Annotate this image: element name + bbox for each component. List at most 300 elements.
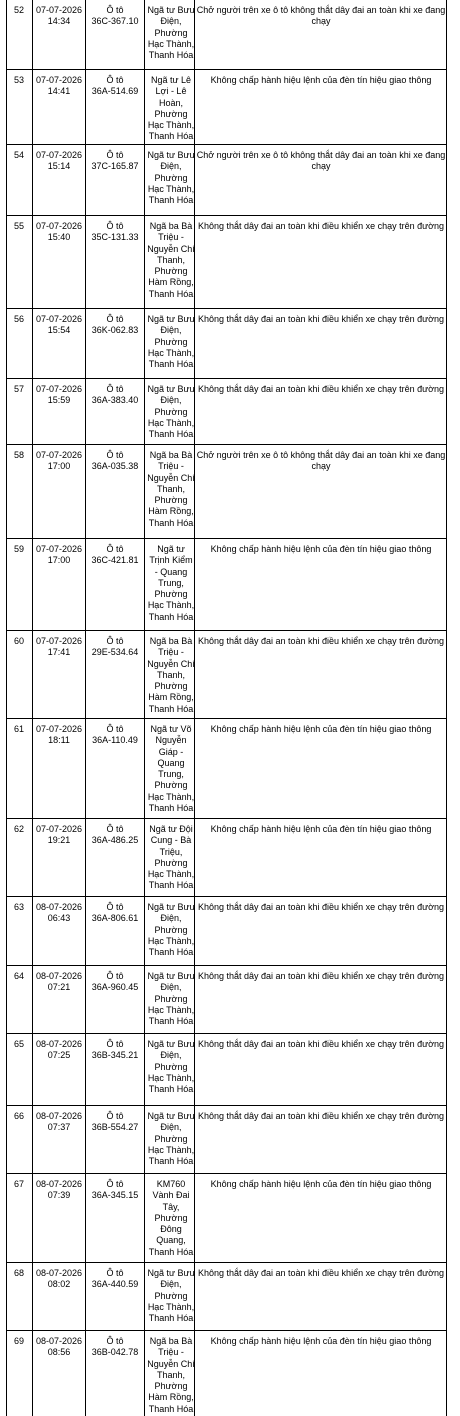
row-location-line: Triệu, xyxy=(159,846,183,857)
row-violation xyxy=(196,1179,446,1190)
row-number xyxy=(6,1111,32,1122)
row-vehicle-line: 36C-421.81 xyxy=(91,555,139,566)
row-location-line: Ngã tư Bưu xyxy=(147,314,195,324)
row-vehicle-line: 36A-345.15 xyxy=(91,1190,139,1201)
row-location-line: Đông xyxy=(160,1224,182,1235)
row-location-line: Điện, xyxy=(160,982,182,993)
row-number-line: 56 xyxy=(13,314,24,324)
row-vehicle xyxy=(86,1039,144,1062)
row-location-line: Hàm Rồng, xyxy=(148,506,194,517)
row-location-line: Phường xyxy=(154,108,188,119)
row-number-line: 58 xyxy=(13,450,24,460)
row-location xyxy=(146,902,196,958)
row-violation xyxy=(196,150,446,173)
row-violation-line: Không thắt dây đai an toàn khi điều khiển xe chạy trên đường xyxy=(197,1268,445,1278)
row-datetime-line: 15:54 xyxy=(47,325,71,336)
row-number-line: 68 xyxy=(13,1268,24,1278)
row-location-line: Ngã tư Bưu xyxy=(147,1111,195,1121)
row-vehicle xyxy=(86,1111,144,1134)
row-location-line: Triệu - xyxy=(158,232,184,243)
row-location-line: Phường xyxy=(154,780,188,791)
row-datetime xyxy=(33,636,85,659)
row-datetime-line: 07-07-2026 xyxy=(35,384,83,394)
row-location-line: Vành Đai xyxy=(152,1190,190,1201)
row-location-line: Thanh Hóa xyxy=(148,1313,194,1324)
row-location-line: Trịnh Kiểm xyxy=(149,555,193,566)
row-vehicle-line: Ô tô xyxy=(106,902,124,912)
row-datetime-line: 07-07-2026 xyxy=(35,150,83,160)
row-vehicle-line: Ô tô xyxy=(106,1268,124,1278)
row-location-line: Điện, xyxy=(160,161,182,172)
row-number xyxy=(6,544,32,555)
row-datetime-line: 07-07-2026 xyxy=(35,5,83,15)
row-datetime-line: 07:21 xyxy=(47,982,71,993)
row-location-line: Hạc Thành, xyxy=(147,600,195,611)
table-row xyxy=(6,818,447,897)
row-location-line: Phường xyxy=(154,495,188,506)
table-row xyxy=(6,630,447,719)
row-violation-line: Không thắt dây đai an toàn khi điều khiển xe chạy trên đường xyxy=(197,1111,445,1121)
row-location-line: Thanh Hóa xyxy=(148,880,194,891)
table-row xyxy=(6,144,447,216)
row-location-line: Tây, xyxy=(162,1201,180,1212)
row-vehicle xyxy=(86,724,144,747)
row-number-line: 61 xyxy=(13,724,24,734)
row-datetime xyxy=(33,971,85,994)
row-violation xyxy=(196,5,446,28)
row-datetime-line: 15:40 xyxy=(47,232,71,243)
row-vehicle-line: 36A-440.59 xyxy=(91,1279,139,1290)
row-number xyxy=(6,1179,32,1190)
row-datetime-line: 07-07-2026 xyxy=(35,544,83,554)
row-vehicle xyxy=(86,384,144,407)
row-number-line: 67 xyxy=(13,1179,24,1189)
row-location-line: Nguyễn Chí xyxy=(147,243,195,254)
row-vehicle-line: Ô tô xyxy=(106,1039,124,1049)
row-number-line: 63 xyxy=(13,902,24,912)
row-vehicle xyxy=(86,544,144,567)
row-datetime-line: 07:37 xyxy=(47,1122,71,1133)
row-number xyxy=(6,384,32,395)
row-vehicle-line: Ô tô xyxy=(106,221,124,231)
table-row xyxy=(6,69,447,145)
table-row xyxy=(6,1033,447,1106)
row-vehicle-line: 36B-345.21 xyxy=(91,1050,139,1061)
row-vehicle-line: 36B-042.78 xyxy=(91,1347,139,1358)
row-location-line: Lợi - Lê xyxy=(155,86,187,97)
row-location-line: Thanh Hóa xyxy=(148,195,194,206)
row-location-line: Hạc Thành, xyxy=(147,417,195,428)
row-datetime-line: 08-07-2026 xyxy=(35,1111,83,1121)
row-violation-line: Không chấp hành hiệu lệnh của đèn tín hiệu giao thông xyxy=(210,1179,432,1189)
row-location xyxy=(146,1111,196,1167)
row-location-line: Thanh Hóa xyxy=(148,50,194,61)
table-row xyxy=(6,538,447,631)
row-location-line: Ngã ba Bà xyxy=(149,636,193,646)
row-location-line: Hàm Rồng, xyxy=(148,692,194,703)
row-location-line: Thanh Hóa xyxy=(148,1403,194,1414)
row-number xyxy=(6,824,32,835)
row-location-line: Thanh Hóa xyxy=(148,803,194,814)
row-location-line: Điện, xyxy=(160,1279,182,1290)
row-violation xyxy=(196,902,446,913)
row-location-line: Phường xyxy=(154,1290,188,1301)
row-location-line: Phường xyxy=(154,266,188,277)
row-location-line: Ngã tư Bưu xyxy=(147,902,195,912)
row-vehicle-line: Ô tô xyxy=(106,314,124,324)
row-location-line: Nguyễn Chí xyxy=(147,472,195,483)
row-location-line: Thanh Hóa xyxy=(148,359,194,370)
row-vehicle xyxy=(86,971,144,994)
row-datetime xyxy=(33,221,85,244)
row-datetime-line: 07:25 xyxy=(47,1050,71,1061)
row-number-line: 60 xyxy=(13,636,24,646)
row-location-line: Ngã tư Lê xyxy=(150,75,192,85)
row-location-line: Giáp - xyxy=(158,746,184,757)
row-location-line: Ngã tư Bưu xyxy=(147,971,195,981)
row-location-line: Điện, xyxy=(160,1050,182,1061)
row-location-line: Hạc Thành, xyxy=(147,347,195,358)
row-location-line: Hạc Thành, xyxy=(147,869,195,880)
row-location-line: Hạc Thành, xyxy=(147,120,195,131)
row-violation-line: Không thắt dây đai an toàn khi điều khiển xe chạy trên đường xyxy=(197,384,445,394)
row-location-line: Phường xyxy=(154,924,188,935)
row-vehicle-line: Ô tô xyxy=(106,824,124,834)
row-location xyxy=(146,450,196,529)
row-datetime-line: 08:56 xyxy=(47,1347,71,1358)
row-location-line: Thanh, xyxy=(156,1369,186,1380)
row-location-line: Phường xyxy=(154,589,188,600)
row-number-line: 55 xyxy=(13,221,24,231)
row-violation-line: Không thắt dây đai an toàn khi điều khiển xe chạy trên đường xyxy=(197,902,445,912)
row-location-line: Phường xyxy=(154,1381,188,1392)
row-vehicle-line: Ô tô xyxy=(106,1111,124,1121)
row-violation-line: Không chấp hành hiệu lệnh của đèn tín hiệu giao thông xyxy=(210,1336,432,1346)
row-location-line: Hạc Thành, xyxy=(147,935,195,946)
row-datetime-line: 06:43 xyxy=(47,913,71,924)
table-row xyxy=(6,308,447,379)
row-vehicle-line: Ô tô xyxy=(106,971,124,981)
row-vehicle xyxy=(86,450,144,473)
row-datetime xyxy=(33,724,85,747)
row-location-line: Thanh Hóa xyxy=(148,1084,194,1095)
row-violation xyxy=(196,544,446,555)
row-datetime-line: 17:00 xyxy=(47,555,71,566)
row-datetime-line: 08:02 xyxy=(47,1279,71,1290)
row-number-line: 62 xyxy=(13,824,24,834)
row-location xyxy=(146,384,196,440)
row-location-line: Thanh Hóa xyxy=(148,288,194,299)
row-location-line: Hạc Thành, xyxy=(147,791,195,802)
row-number-line: 66 xyxy=(13,1111,24,1121)
row-violation-line: Chở người trên xe ô tô không thắt dây đai an toàn khi xe đang chạy xyxy=(196,450,446,472)
row-location-line: Ngã tư Bưu xyxy=(147,1039,195,1049)
row-number xyxy=(6,221,32,232)
row-location-line: Phường xyxy=(154,27,188,38)
row-violation-line: Chở người trên xe ô tô không thắt dây đai an toàn khi xe đang chạy xyxy=(196,5,446,27)
row-location-line: Phường xyxy=(154,406,188,417)
row-datetime xyxy=(33,824,85,847)
row-vehicle-line: Ô tô xyxy=(106,1336,124,1346)
row-vehicle xyxy=(86,221,144,244)
row-location-line: Thanh Hóa xyxy=(148,947,194,958)
row-number xyxy=(6,150,32,161)
row-datetime-line: 07-07-2026 xyxy=(35,314,83,324)
row-location xyxy=(146,314,196,370)
row-vehicle-line: 36A-514.69 xyxy=(91,86,139,97)
row-vehicle-line: Ô tô xyxy=(106,75,124,85)
row-vehicle xyxy=(86,75,144,98)
row-location-line: Hạc Thành, xyxy=(147,1144,195,1155)
row-vehicle xyxy=(86,150,144,173)
row-location-line: Thanh Hóa xyxy=(148,1016,194,1027)
row-location-line: Hàm Rồng, xyxy=(148,1392,194,1403)
row-datetime xyxy=(33,1268,85,1291)
row-violation-line: Không chấp hành hiệu lệnh của đèn tín hiệu giao thông xyxy=(210,544,432,554)
row-number xyxy=(6,1336,32,1347)
row-datetime-line: 15:14 xyxy=(47,161,71,172)
row-datetime-line: 08-07-2026 xyxy=(35,1268,83,1278)
row-vehicle-line: 37C-165.87 xyxy=(91,161,139,172)
table-row xyxy=(6,1105,447,1174)
row-location-line: Thanh Hóa xyxy=(148,429,194,440)
row-datetime-line: 08-07-2026 xyxy=(35,971,83,981)
row-location-line: Thanh Hóa xyxy=(148,1156,194,1167)
row-vehicle-line: 35C-131.33 xyxy=(91,232,139,243)
row-datetime-line: 19:21 xyxy=(47,835,71,846)
row-location-line: Phường xyxy=(154,681,188,692)
row-location-line: Phường xyxy=(154,172,188,183)
row-violation-line: Không chấp hành hiệu lệnh của đèn tín hiệu giao thông xyxy=(210,75,432,85)
row-vehicle-line: 36A-383.40 xyxy=(91,395,139,406)
row-datetime xyxy=(33,544,85,567)
row-location xyxy=(146,1336,196,1415)
row-violation-line: Không chấp hành hiệu lệnh của đèn tín hiệu giao thông xyxy=(210,724,432,734)
row-location-line: Nguyễn xyxy=(155,735,187,746)
row-datetime-line: 07-07-2026 xyxy=(35,75,83,85)
table-row xyxy=(6,1330,447,1416)
row-datetime xyxy=(33,314,85,337)
row-location-line: Ngã ba Bà xyxy=(149,1336,193,1346)
row-location-line: Thanh Hóa xyxy=(148,517,194,528)
row-location xyxy=(146,544,196,623)
row-violation xyxy=(196,1111,446,1122)
row-location xyxy=(146,1039,196,1095)
row-location-line: Triệu - xyxy=(158,647,184,658)
row-vehicle-line: 36K-062.83 xyxy=(91,325,139,336)
row-location-line: Hạc Thành, xyxy=(147,1004,195,1015)
row-number xyxy=(6,902,32,913)
row-vehicle-line: Ô tô xyxy=(106,5,124,15)
row-datetime xyxy=(33,1179,85,1202)
row-location xyxy=(146,724,196,814)
row-vehicle xyxy=(86,1268,144,1291)
row-violation xyxy=(196,221,446,232)
row-datetime-line: 07-07-2026 xyxy=(35,450,83,460)
row-datetime-line: 07:39 xyxy=(47,1190,71,1201)
table-row xyxy=(6,1173,447,1263)
row-number-line: 52 xyxy=(13,5,24,15)
row-number-line: 69 xyxy=(13,1336,24,1346)
row-violation-line: Không thắt dây đai an toàn khi điều khiển xe chạy trên đường xyxy=(197,636,445,646)
row-violation xyxy=(196,724,446,735)
row-number-line: 54 xyxy=(13,150,24,160)
row-vehicle xyxy=(86,636,144,659)
row-violation xyxy=(196,971,446,982)
row-violation xyxy=(196,450,446,473)
row-location-line: Hoàn, xyxy=(158,97,184,108)
row-location-line: Nguyễn Chí xyxy=(147,658,195,669)
row-location xyxy=(146,824,196,892)
row-violation-line: Không chấp hành hiệu lệnh của đèn tín hiệu giao thông xyxy=(210,824,432,834)
row-location-line: Phường xyxy=(154,993,188,1004)
row-datetime xyxy=(33,902,85,925)
row-location-line: Quang, xyxy=(156,1235,186,1246)
row-number xyxy=(6,1268,32,1279)
row-location-line: Hạc Thành, xyxy=(147,38,195,49)
row-location xyxy=(146,75,196,143)
row-location-line: Trung, xyxy=(158,577,184,588)
row-violation xyxy=(196,75,446,86)
row-location-line: Triệu - xyxy=(158,1347,184,1358)
row-location xyxy=(146,1179,196,1258)
row-location-line: Thanh Hóa xyxy=(148,1246,194,1257)
row-datetime-line: 08-07-2026 xyxy=(35,1336,83,1346)
row-vehicle-line: Ô tô xyxy=(106,636,124,646)
row-violation xyxy=(196,1268,446,1279)
row-number-line: 53 xyxy=(13,75,24,85)
row-vehicle-line: Ô tô xyxy=(106,450,124,460)
row-violation xyxy=(196,314,446,325)
row-datetime xyxy=(33,450,85,473)
row-datetime xyxy=(33,384,85,407)
row-datetime-line: 07-07-2026 xyxy=(35,636,83,646)
table-row xyxy=(6,378,447,445)
row-location-line: Thanh Hóa xyxy=(148,703,194,714)
table-row xyxy=(6,1262,447,1331)
row-number-line: 57 xyxy=(13,384,24,394)
row-violation-line: Không thắt dây đai an toàn khi điều khiển xe chạy trên đường xyxy=(197,971,445,981)
row-location-line: Hàm Rồng, xyxy=(148,277,194,288)
row-location-line: Triệu - xyxy=(158,461,184,472)
row-location-line: Ngã tư Đội xyxy=(149,824,193,834)
row-vehicle-line: Ô tô xyxy=(106,384,124,394)
row-location-line: Ngã tư Bưu xyxy=(147,150,195,160)
table-row xyxy=(6,215,447,309)
row-location-line: Thanh, xyxy=(156,483,186,494)
row-location-line: Phường xyxy=(154,336,188,347)
row-number xyxy=(6,5,32,16)
row-number xyxy=(6,971,32,982)
row-violation-line: Chở người trên xe ô tô không thắt dây đai an toàn khi xe đang chạy xyxy=(196,150,446,172)
row-location-line: - Quang xyxy=(154,566,188,577)
row-datetime-line: 07-07-2026 xyxy=(35,221,83,231)
row-number-line: 65 xyxy=(13,1039,24,1049)
row-location-line: Điện, xyxy=(160,913,182,924)
row-location xyxy=(146,150,196,206)
row-location-line: Cung - Bà xyxy=(150,835,192,846)
row-vehicle-line: Ô tô xyxy=(106,724,124,734)
row-datetime-line: 14:41 xyxy=(47,86,71,97)
row-location-line: Hạc Thành, xyxy=(147,183,195,194)
row-vehicle-line: 29E-534.64 xyxy=(91,647,139,658)
row-vehicle-line: 36A-806.61 xyxy=(91,913,139,924)
row-location-line: Ngã tư Bưu xyxy=(147,1268,195,1278)
row-datetime-line: 15:59 xyxy=(47,395,71,406)
row-number xyxy=(6,636,32,647)
table-row xyxy=(6,0,447,70)
row-location-line: Trung, xyxy=(158,769,184,780)
row-location-line: Thanh, xyxy=(156,254,186,265)
row-vehicle xyxy=(86,1179,144,1202)
row-location-line: Ngã tư Bưu xyxy=(147,5,195,15)
row-vehicle-line: Ô tô xyxy=(106,1179,124,1189)
row-violation-line: Không thắt dây đai an toàn khi điều khiển xe chạy trên đường xyxy=(197,314,445,324)
row-location xyxy=(146,636,196,715)
row-violation xyxy=(196,1336,446,1347)
row-number xyxy=(6,75,32,86)
row-violation-line: Không thắt dây đai an toàn khi điều khiển xe chạy trên đường xyxy=(197,1039,445,1049)
row-datetime-line: 17:00 xyxy=(47,461,71,472)
row-datetime-line: 18:11 xyxy=(48,735,70,746)
row-location-line: Quang xyxy=(157,757,185,768)
row-number xyxy=(6,1039,32,1050)
row-datetime xyxy=(33,1336,85,1359)
row-location xyxy=(146,1268,196,1324)
row-location-line: Phường xyxy=(154,857,188,868)
row-location-line: Ngã tư Võ xyxy=(150,724,192,734)
row-datetime xyxy=(33,1039,85,1062)
table-row xyxy=(6,718,447,819)
row-datetime-line: 08-07-2026 xyxy=(35,1179,83,1189)
row-vehicle-line: Ô tô xyxy=(106,150,124,160)
row-violation xyxy=(196,824,446,835)
row-datetime-line: 08-07-2026 xyxy=(35,1039,83,1049)
row-number xyxy=(6,450,32,461)
row-location-line: Ngã tư xyxy=(157,544,185,554)
row-violation xyxy=(196,384,446,395)
row-vehicle-line: 36C-367.10 xyxy=(91,16,139,27)
row-datetime-line: 14:34 xyxy=(47,16,71,27)
row-location-line: Thanh Hóa xyxy=(148,611,194,622)
row-location-line: Hạc Thành, xyxy=(147,1072,195,1083)
row-location xyxy=(146,971,196,1027)
row-vehicle xyxy=(86,902,144,925)
row-location-line: Ngã ba Bà xyxy=(149,221,193,231)
row-location-line: Phường xyxy=(154,1061,188,1072)
row-location-line: KM760 xyxy=(156,1179,186,1189)
row-location xyxy=(146,5,196,61)
row-location-line: Điện, xyxy=(160,395,182,406)
row-datetime xyxy=(33,5,85,28)
row-datetime xyxy=(33,150,85,173)
row-vehicle-line: 36A-486.25 xyxy=(91,835,139,846)
row-datetime-line: 07-07-2026 xyxy=(35,724,83,734)
row-violation xyxy=(196,1039,446,1050)
row-location-line: Hạc Thành, xyxy=(147,1301,195,1312)
row-number xyxy=(6,314,32,325)
row-vehicle-line: 36A-035.38 xyxy=(91,461,139,472)
row-datetime-line: 08-07-2026 xyxy=(35,902,83,912)
row-location-line: Nguyễn Chí xyxy=(147,1358,195,1369)
row-vehicle xyxy=(86,1336,144,1359)
row-number-line: 64 xyxy=(13,971,24,981)
table-row xyxy=(6,444,447,539)
row-vehicle xyxy=(86,824,144,847)
row-location-line: Ngã ba Bà xyxy=(149,450,193,460)
row-location-line: Thanh, xyxy=(156,669,186,680)
row-datetime-line: 07-07-2026 xyxy=(35,824,83,834)
